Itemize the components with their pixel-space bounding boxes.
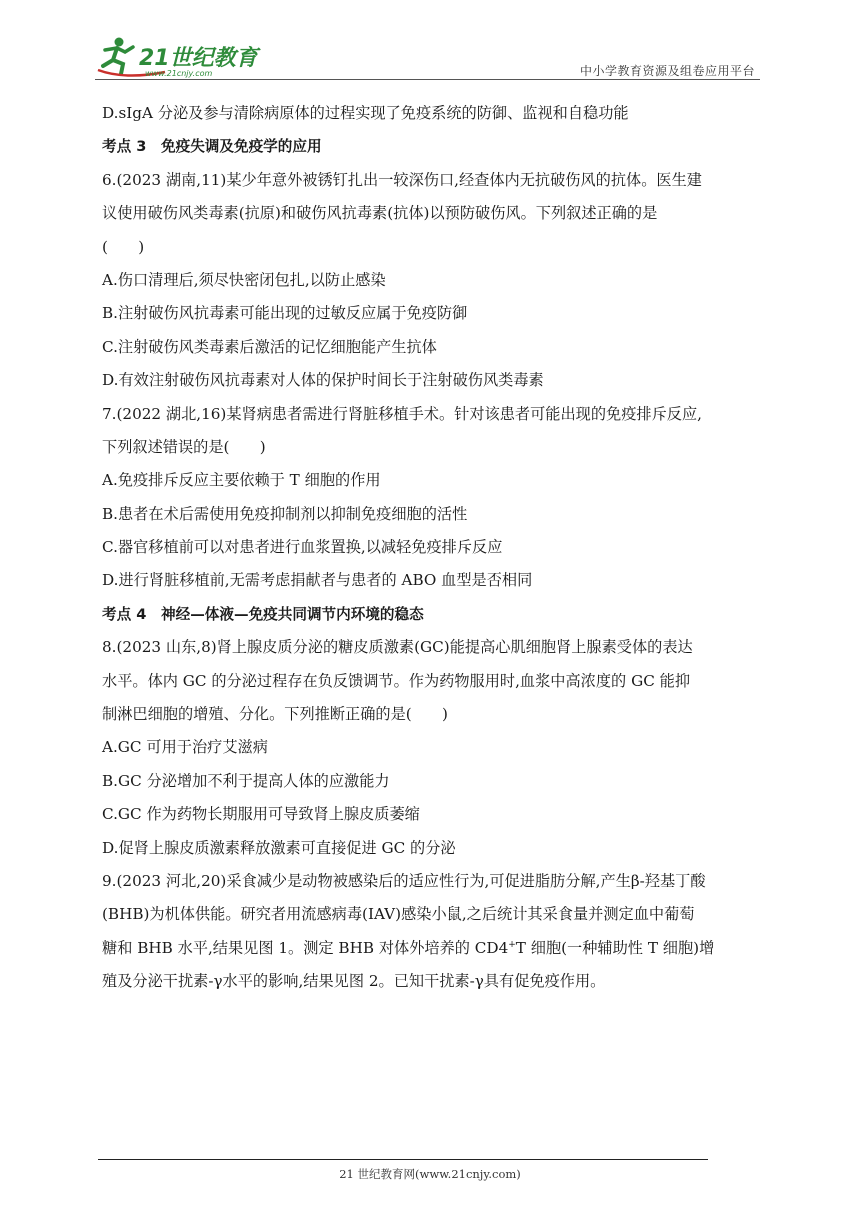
text-line: D.有效注射破伤风抗毒素对人体的保护时间长于注射破伤风类毒素: [102, 371, 544, 390]
text-line: A.免疫排斥反应主要依赖于 T 细胞的作用: [102, 471, 381, 490]
text-line: 殖及分泌干扰素-γ水平的影响,结果见图 2。已知干扰素-γ具有促免疫作用。: [102, 972, 606, 991]
text-line: B.注射破伤风抗毒素可能出现的过敏反应属于免疫防御: [102, 304, 468, 323]
section-heading: 考点 3 免疫失调及免疫学的应用: [102, 138, 322, 156]
text-segment: T 细胞(一种辅助性 T 细胞)增: [515, 938, 715, 957]
text-line: 下列叙述错误的是( ): [102, 437, 266, 456]
logo-icon: [95, 36, 265, 80]
document-body: [102, 97, 762, 999]
text-line: D.进行肾脏移植前,无需考虑捐献者与患者的 ABO 血型是否相同: [102, 571, 533, 590]
text-line: 9.(2023 河北,20)采食减少是动物被感染后的适应性行为,可促进脂肪分解,产生β-羟基丁酸: [102, 871, 706, 890]
platform-name: 中小学教育资源及组卷应用平台: [579, 64, 755, 78]
superscript: +: [508, 939, 516, 950]
text-line: B.GC 分泌增加不利于提高人体的应激能力: [102, 771, 390, 790]
text-line: B.患者在术后需使用免疫抑制剂以抑制免疫细胞的活性: [102, 504, 468, 523]
text-line: 8.(2023 山东,8)肾上腺皮质分泌的糖皮质激素(GC)能提高心肌细胞肾上腺素受体的表达: [102, 638, 693, 657]
text-line: C.注射破伤风类毒素后激活的记忆细胞能产生抗体: [102, 337, 437, 356]
text-line: A.GC 可用于治疗艾滋病: [102, 738, 268, 757]
text-line: 议使用破伤风类毒素(抗原)和破伤风抗毒素(抗体)以预防破伤风。下列叙述正确的是: [102, 204, 658, 223]
footer-divider: [98, 1159, 708, 1160]
header-divider: [95, 79, 760, 80]
text-line: 7.(2022 湖北,16)某肾病患者需进行肾脏移植手术。针对该患者可能出现的免疫排斥反应,: [102, 404, 702, 423]
text-line: D.促肾上腺皮质激素释放激素可直接促进 GC 的分泌: [102, 838, 456, 857]
text-line: C.器官移植前可以对患者进行血浆置换,以减轻免疫排斥反应: [102, 538, 503, 557]
section-heading: 考点 4 神经—体液—免疫共同调节内环境的稳态: [102, 605, 424, 623]
text-line: 6.(2023 湖南,11)某少年意外被锈钉扎出一较深伤口,经查体内无抗破伤风的抗体。医生建: [102, 170, 702, 189]
text-line: D.sIgA 分泌及参与清除病原体的过程实现了免疫系统的防御、监视和自稳功能: [102, 104, 629, 122]
text-line: [102, 932, 762, 965]
svg-text:www.21cnjy.com: www.21cnjy.com: [145, 69, 213, 78]
text-line: ( ): [102, 237, 145, 256]
text-line: A.伤口清理后,须尽快密闭包扎,以防止感染: [102, 270, 386, 289]
text-line: 水平。体内 GC 的分泌过程存在负反馈调节。作为药物服用时,血浆中高浓度的 GC 能抑: [102, 671, 691, 690]
page-header: [95, 36, 760, 80]
footer-text: 21 世纪教育网(www.21cnjy.com): [339, 1167, 521, 1181]
text-segment: 糖和 BHB 水平,结果见图 1。测定 BHB 对体外培养的 CD4: [102, 938, 509, 957]
text-line: (BHB)为机体供能。研究者用流感病毒(IAV)感染小鼠,之后统计其采食量并测定血中葡萄: [102, 905, 695, 924]
text-line: 制淋巴细胞的增殖、分化。下列推断正确的是( ): [102, 705, 448, 724]
svg-text:21世纪教育: 21世纪教育: [139, 46, 258, 71]
text-line: C.GC 作为药物长期服用可导致肾上腺皮质萎缩: [102, 805, 420, 824]
